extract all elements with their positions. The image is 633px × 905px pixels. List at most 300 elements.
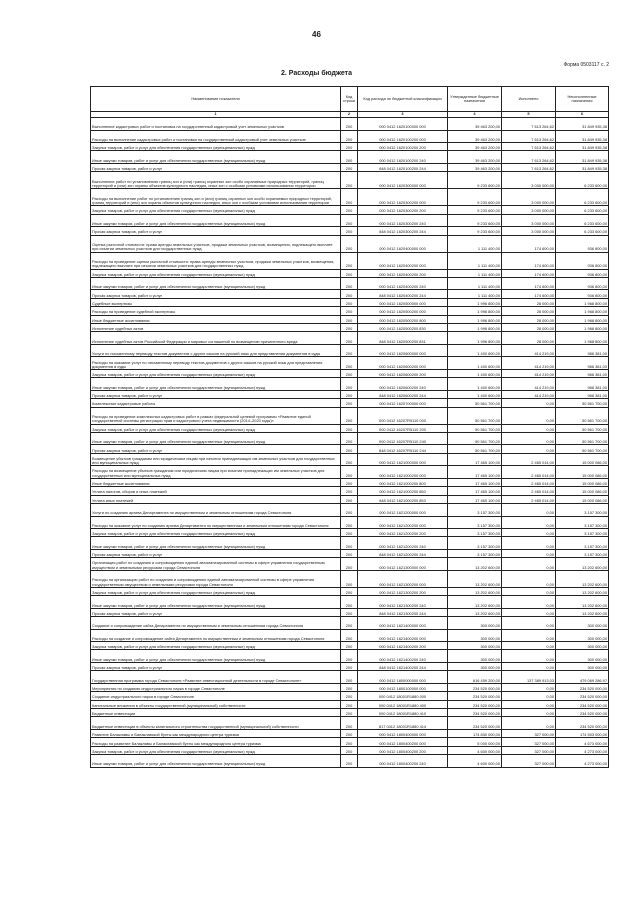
row-executed: 28 000,00 [502, 298, 556, 306]
row-executed: 28 000,00 [502, 324, 556, 332]
row-approved: 9 233 600,00 [448, 172, 502, 189]
row-budget-code: 000 0412 1620500200 000 [358, 307, 448, 315]
row-name: Уплата иных платежей [91, 495, 341, 503]
row-name: Расходы на проведение судебной экспертизы [91, 307, 341, 315]
row-budget-code: 848 0412 1621000200 853 [358, 495, 448, 503]
header-remaining: Неисполненные назначения [556, 87, 609, 112]
row-line-code: 200 [341, 227, 358, 235]
row-budget-code: 000 0412 1620600200 000 [358, 357, 448, 370]
row-budget-code: 848 0412 16207R5110 244 [358, 445, 448, 453]
row-budget-code: 000 0412 16207R5110 240 [358, 432, 448, 445]
row-name: Расходы на проведение комплексных кадастровых работ в рамках федеральной целевой программы «Развитие единой государственной системы регистрации прав и кадастрового учета недвижимости (2014–2020 годы)» [91, 407, 341, 424]
row-line-code: 200 [341, 549, 358, 557]
row-name: Закупка товаров, работ и услуг для обеспечения государственных (муниципальных) нужд [91, 642, 341, 650]
row-line-code: 200 [341, 399, 358, 407]
row-remaining: 31 849 935,38 [556, 143, 609, 151]
row-line-code: 200 [341, 269, 358, 277]
row-budget-code: 848 0412 1621400200 244 [358, 662, 448, 670]
row-executed: 0,00 [502, 629, 556, 642]
row-remaining: 936 800,00 [556, 290, 609, 298]
row-executed: 0,00 [502, 445, 556, 453]
row-executed: 2 465 014,00 [502, 478, 556, 486]
row-remaining: 986 381,00 [556, 390, 609, 398]
row-executed: 0,00 [502, 516, 556, 529]
row-remaining: 3 157 300,00 [556, 504, 609, 517]
row-budget-code: 000 0412 1621300200 200 [358, 587, 448, 595]
row-approved: 234 520 000,00 [448, 692, 502, 700]
row-name: Закупка товаров, работ и услуг для обеспечения государственных (муниципальных) нужд [91, 206, 341, 214]
row-approved: 50 561 700,00 [448, 407, 502, 424]
row-name: Закупка товаров, работ и услуг для обеспечения государственных (муниципальных) нужд [91, 424, 341, 432]
table-row [91, 570, 609, 587]
table-row [91, 315, 609, 323]
table-row [91, 151, 609, 164]
row-name: Услуги по письменному переводу текстов документов с других языков на русский язык для представления документов в суды [91, 344, 341, 357]
row-name: Иные закупки товаров, работ и услуг для обеспечения государственных (муниципальных) нужд [91, 277, 341, 290]
row-approved: 13 202 600,00 [448, 558, 502, 571]
row-executed: 0,00 [502, 709, 556, 717]
table-row [91, 629, 609, 642]
row-executed: 28 000,00 [502, 315, 556, 323]
row-name: Закупка товаров, работ и услуг для обеспечения государственных (муниципальных) нужд [91, 587, 341, 595]
form-code: Форма 0503117 с. 2 [563, 62, 609, 68]
table-header-row [91, 87, 609, 112]
row-line-code: 200 [341, 629, 358, 642]
row-budget-code: 000 0412 1621400000 000 [358, 617, 448, 630]
header-approved: Утвержденные бюджетные назначения [448, 87, 502, 112]
table-row [91, 709, 609, 717]
row-remaining: 1 968 800,00 [556, 315, 609, 323]
row-executed: 2 465 014,00 [502, 453, 556, 466]
row-name: Иные закупки товаров, работ и услуг для обеспечения государственных (муниципальных) нужд [91, 151, 341, 164]
row-budget-code: 000 0412 1621400200 240 [358, 650, 448, 663]
row-approved: 1 400 600,00 [448, 344, 502, 357]
row-executed: 174 600,00 [502, 269, 556, 277]
header-name: Наименование показателя [91, 87, 341, 112]
table-row [91, 163, 609, 171]
table-row [91, 357, 609, 370]
row-remaining: 15 000 086,00 [556, 453, 609, 466]
row-remaining: 50 561 700,00 [556, 424, 609, 432]
row-line-code: 200 [341, 206, 358, 214]
row-executed: 414 219,00 [502, 369, 556, 377]
row-name: Исполнение судебных актов [91, 324, 341, 332]
row-line-code: 200 [341, 466, 358, 479]
table-row [91, 235, 609, 252]
table-row [91, 650, 609, 663]
row-approved: 1 996 800,00 [448, 307, 502, 315]
row-name: Иные закупки товаров, работ и услуг для обеспечения государственных (муниципальных) нужд [91, 432, 341, 445]
row-budget-code: 000 0412 1621200000 000 [358, 504, 448, 517]
row-remaining: 31 849 935,38 [556, 130, 609, 143]
row-line-code: 200 [341, 516, 358, 529]
row-executed: 0,00 [502, 662, 556, 670]
table-row [91, 324, 609, 332]
row-approved: 3 157 300,00 [448, 529, 502, 537]
table-row [91, 700, 609, 708]
row-budget-code: 000 0412 1620500200 830 [358, 324, 448, 332]
row-budget-code: 000 0412 1620400200 000 [358, 252, 448, 269]
row-line-code: 200 [341, 738, 358, 746]
row-remaining: 15 000 086,00 [556, 466, 609, 479]
row-name: Расходы на оказание услуг по письменному переводу текстов документов с других языков на русский язык для представления документов в суды [91, 357, 341, 370]
row-name: Иные закупки товаров, работ и услуг для обеспечения государственных (муниципальных) нужд [91, 596, 341, 609]
row-remaining: 6 233 600,00 [556, 227, 609, 235]
row-line-code: 200 [341, 324, 358, 332]
row-name: Иные закупки товаров, работ и услуг для обеспечения государственных (муниципальных) нужд [91, 378, 341, 391]
row-line-code: 200 [341, 390, 358, 398]
row-line-code: 200 [341, 357, 358, 370]
table-row [91, 487, 609, 495]
row-name: Бюджетные инвестиции в объекты капитального строительства государственной (муниципальной) собственности [91, 717, 341, 730]
row-remaining: 50 561 700,00 [556, 407, 609, 424]
row-executed: 2 465 014,00 [502, 487, 556, 495]
table-body [91, 118, 609, 768]
row-executed: 7 613 264,62 [502, 163, 556, 171]
row-name: Возмещение убытков гражданам или юридическим лицам при изъятии принадлежащих им земельных участков для государственных или муниципальных нужд [91, 453, 341, 466]
row-budget-code: 000 0412 1621300200 240 [358, 596, 448, 609]
row-approved: 17 465 100,00 [448, 453, 502, 466]
column-number: 5 [502, 112, 556, 118]
row-remaining: 1 968 800,00 [556, 298, 609, 306]
table-row [91, 478, 609, 486]
row-remaining: 234 520 000,00 [556, 692, 609, 700]
row-remaining: 15 000 086,00 [556, 487, 609, 495]
row-remaining: 174 503 000,00 [556, 729, 609, 737]
row-budget-code: 000 0412 18001R1880 410 [358, 709, 448, 717]
row-name: Расходы на проведение оценки рыночной стоимости: права аренды земельных участков, продажи земельных участков, возмещения, подлежащего выплате при изъятии земельных участков для государственных нужд [91, 252, 341, 269]
row-approved: 13 202 600,00 [448, 596, 502, 609]
row-name: Судебные экспертизы [91, 298, 341, 306]
row-budget-code: 000 0412 1621200200 200 [358, 529, 448, 537]
row-approved: 9 233 600,00 [448, 227, 502, 235]
row-executed: 174 600,00 [502, 290, 556, 298]
row-executed: 174 600,00 [502, 252, 556, 269]
table-row [91, 206, 609, 214]
row-line-code: 200 [341, 746, 358, 754]
row-budget-code: 000 0412 1620500000 000 [358, 298, 448, 306]
row-approved: 17 465 100,00 [448, 466, 502, 479]
row-name: Создание индустриального парка в городе Севастополе [91, 692, 341, 700]
row-line-code: 200 [341, 151, 358, 164]
row-budget-code: 817 0412 18001R1880 414 [358, 717, 448, 730]
row-executed: 0,00 [502, 558, 556, 571]
row-line-code: 200 [341, 487, 358, 495]
page-number: 46 [312, 30, 321, 39]
row-remaining: 986 381,00 [556, 378, 609, 391]
row-name: Иные бюджетные ассигнования [91, 315, 341, 323]
row-name: Расходы на оказание услуг по созданию архива Департамента по имущественным и земельным отношениям города Севастополя [91, 516, 341, 529]
row-line-code: 200 [341, 290, 358, 298]
row-executed: 0,00 [502, 596, 556, 609]
table-row [91, 407, 609, 424]
row-line-code: 200 [341, 307, 358, 315]
row-executed: 2 465 014,00 [502, 466, 556, 479]
row-approved: 1 400 600,00 [448, 390, 502, 398]
row-budget-code: 000 0412 1621300200 000 [358, 570, 448, 587]
row-budget-code: 848 0412 1620600200 244 [358, 390, 448, 398]
row-approved: 234 520 000,00 [448, 683, 502, 691]
row-line-code: 200 [341, 729, 358, 737]
row-budget-code: 000 0412 1800400200 000 [358, 738, 448, 746]
row-line-code: 200 [341, 378, 358, 391]
row-name: Прочая закупка товаров, работ и услуг [91, 662, 341, 670]
row-budget-code: 000 0412 16207R5110 200 [358, 424, 448, 432]
row-approved: 1 996 800,00 [448, 332, 502, 345]
row-remaining: 986 381,00 [556, 357, 609, 370]
row-executed: 327 000,00 [502, 746, 556, 754]
row-budget-code: 848 0412 1621200200 244 [358, 549, 448, 557]
table-row [91, 662, 609, 670]
row-remaining: 31 849 935,38 [556, 151, 609, 164]
row-name: Оценка рыночной стоимости: права аренды земельных участков, продажи земельных участков, возмещения, подлежащего выплате при изъятии земельных участков для государственных нужд [91, 235, 341, 252]
row-executed: 0,00 [502, 407, 556, 424]
row-line-code: 200 [341, 558, 358, 571]
row-remaining: 3 157 300,00 [556, 529, 609, 537]
row-budget-code: 000 0412 1620100000 000 [358, 118, 448, 131]
row-remaining: 13 202 600,00 [556, 558, 609, 571]
row-remaining: 13 202 600,00 [556, 570, 609, 587]
row-approved: 17 465 100,00 [448, 487, 502, 495]
column-number: 4 [448, 112, 502, 118]
row-line-code: 200 [341, 118, 358, 131]
row-remaining: 13 202 600,00 [556, 608, 609, 616]
row-remaining: 4 273 000,00 [556, 746, 609, 754]
table-row [91, 558, 609, 571]
row-executed: 0,00 [502, 504, 556, 517]
row-remaining: 986 381,00 [556, 369, 609, 377]
row-remaining: 6 233 600,00 [556, 189, 609, 206]
row-name: Бюджетные инвестиции [91, 709, 341, 717]
table-row [91, 332, 609, 345]
row-line-code: 200 [341, 596, 358, 609]
row-remaining: 3 157 300,00 [556, 516, 609, 529]
row-budget-code: 000 0412 1621000000 000 [358, 453, 448, 466]
row-approved: 234 520 000,00 [448, 700, 502, 708]
row-line-code: 200 [341, 315, 358, 323]
row-remaining: 936 800,00 [556, 235, 609, 252]
row-name: Уплата налогов, сборов и иных платежей [91, 487, 341, 495]
row-line-code: 200 [341, 650, 358, 663]
row-executed: 0,00 [502, 537, 556, 550]
row-budget-code: 000 0412 1800400200 240 [358, 755, 448, 768]
row-name: Прочая закупка товаров, работ и услуг [91, 549, 341, 557]
row-line-code: 200 [341, 407, 358, 424]
table-row [91, 755, 609, 768]
row-name: Расходы на организацию работ по созданию и сопровождению единой автоматизированной системы в сфере управления государственным имуществом и земельными ресурсами города Севастополя [91, 570, 341, 587]
column-number: 3 [358, 112, 448, 118]
row-remaining: 50 561 700,00 [556, 432, 609, 445]
table-row [91, 738, 609, 746]
table-row [91, 529, 609, 537]
row-budget-code: 848 0412 1620100200 244 [358, 163, 448, 171]
row-budget-code: 848 0412 1620300200 244 [358, 227, 448, 235]
row-remaining: 13 202 600,00 [556, 596, 609, 609]
row-line-code: 200 [341, 424, 358, 432]
row-name: Комплексные кадастровые работы [91, 399, 341, 407]
row-line-code: 200 [341, 671, 358, 684]
row-remaining: 234 520 000,00 [556, 709, 609, 717]
row-approved: 234 520 000,00 [448, 717, 502, 730]
table-row [91, 445, 609, 453]
header-budget-code: Код расхода по бюджетной классификации [358, 87, 448, 112]
row-approved: 4 600 000,00 [448, 755, 502, 768]
row-approved: 1 400 600,00 [448, 357, 502, 370]
row-line-code: 200 [341, 189, 358, 206]
table-row [91, 432, 609, 445]
row-line-code: 200 [341, 642, 358, 650]
row-approved: 50 561 700,00 [448, 424, 502, 432]
column-number: 6 [556, 112, 609, 118]
row-remaining: 13 202 600,00 [556, 587, 609, 595]
row-name: Иные закупки товаров, работ и услуг для обеспечения государственных (муниципальных) нужд [91, 214, 341, 227]
row-executed: 0,00 [502, 529, 556, 537]
row-budget-code: 000 0412 18001R1880 400 [358, 700, 448, 708]
row-executed: 7 613 264,62 [502, 143, 556, 151]
row-executed: 414 219,00 [502, 390, 556, 398]
row-remaining: 6 233 600,00 [556, 214, 609, 227]
page-title: 2. Расходы бюджета [281, 70, 352, 77]
row-budget-code: 000 0412 1620100200 240 [358, 151, 448, 164]
row-approved: 4 600 000,00 [448, 746, 502, 754]
row-budget-code: 000 0412 1620300200 240 [358, 214, 448, 227]
table-row [91, 537, 609, 550]
row-name: Расходы на развитие Балаклавы и Балаклавской бухты как международного центра туризма [91, 738, 341, 746]
table-row [91, 671, 609, 684]
row-name: Иные бюджетные ассигнования [91, 478, 341, 486]
row-budget-code: 848 0412 1620500200 831 [358, 332, 448, 345]
row-executed: 174 600,00 [502, 277, 556, 290]
row-budget-code: 000 0412 1621000200 800 [358, 478, 448, 486]
row-executed: 2 465 014,00 [502, 495, 556, 503]
row-approved: 616 459 200,00 [448, 671, 502, 684]
row-approved: 3 157 300,00 [448, 549, 502, 557]
row-name: Прочая закупка товаров, работ и услуг [91, 608, 341, 616]
row-executed: 0,00 [502, 650, 556, 663]
table-row [91, 378, 609, 391]
row-name: Развитие Балаклавы и Балаклавской бухты как международного центра туризма [91, 729, 341, 737]
table-row [91, 399, 609, 407]
row-approved: 300 000,00 [448, 642, 502, 650]
table-row [91, 369, 609, 377]
table-row [91, 252, 609, 269]
row-name: Прочая закупка товаров, работ и услуг [91, 163, 341, 171]
row-executed: 0,00 [502, 683, 556, 691]
row-approved: 13 202 600,00 [448, 570, 502, 587]
row-line-code: 200 [341, 504, 358, 517]
table-row [91, 189, 609, 206]
row-executed: 0,00 [502, 549, 556, 557]
row-approved: 9 233 600,00 [448, 206, 502, 214]
table-row [91, 214, 609, 227]
row-line-code: 200 [341, 700, 358, 708]
row-approved: 3 157 300,00 [448, 516, 502, 529]
row-remaining: 4 673 000,00 [556, 738, 609, 746]
column-number: 1 [91, 112, 341, 118]
table-row [91, 344, 609, 357]
row-approved: 300 000,00 [448, 650, 502, 663]
table-row [91, 130, 609, 143]
row-line-code: 200 [341, 537, 358, 550]
row-remaining: 234 520 000,00 [556, 700, 609, 708]
row-approved: 1 111 400,00 [448, 235, 502, 252]
row-name: Закупка товаров, работ и услуг для обеспечения государственных (муниципальных) нужд [91, 369, 341, 377]
row-executed: 0,00 [502, 432, 556, 445]
row-approved: 1 400 600,00 [448, 369, 502, 377]
row-executed: 28 000,00 [502, 307, 556, 315]
row-name: Расходы на возмещение убытков гражданам или юридическим лицам при изъятии принадлежащих им земельных участков для государственных или муниципальных нужд [91, 466, 341, 479]
row-budget-code: 000 0412 1620400000 000 [358, 235, 448, 252]
row-executed: 0,00 [502, 700, 556, 708]
row-budget-code: 000 0412 1620700000 000 [358, 399, 448, 407]
table-row [91, 729, 609, 737]
row-executed: 0,00 [502, 642, 556, 650]
table-row [91, 617, 609, 630]
row-budget-code: 000 0412 1620400200 240 [358, 277, 448, 290]
table-row [91, 495, 609, 503]
row-line-code: 200 [341, 432, 358, 445]
row-remaining: 234 520 000,00 [556, 683, 609, 691]
row-line-code: 200 [341, 214, 358, 227]
row-name: Создание и сопровождение сайта Департамента по имущественным и земельным отношениям города Севастополя [91, 617, 341, 630]
row-line-code: 200 [341, 608, 358, 616]
row-approved: 1 996 800,00 [448, 315, 502, 323]
table-row [91, 466, 609, 479]
row-name: Прочая закупка товаров, работ и услуг [91, 227, 341, 235]
row-line-code: 200 [341, 235, 358, 252]
row-budget-code: 000 0412 1621400200 200 [358, 642, 448, 650]
row-approved: 300 000,00 [448, 629, 502, 642]
row-budget-code: 000 0412 1621200200 240 [358, 537, 448, 550]
row-line-code: 200 [341, 692, 358, 700]
row-remaining: 986 381,00 [556, 344, 609, 357]
row-approved: 174 830 000,00 [448, 729, 502, 737]
table-row [91, 290, 609, 298]
row-budget-code: 000 0412 1620300200 000 [358, 189, 448, 206]
table-row [91, 587, 609, 595]
row-line-code: 200 [341, 252, 358, 269]
row-remaining: 50 561 700,00 [556, 399, 609, 407]
row-remaining: 936 800,00 [556, 277, 609, 290]
row-approved: 9 233 600,00 [448, 189, 502, 206]
row-name: Прочая закупка товаров, работ и услуг [91, 290, 341, 298]
row-approved: 39 463 200,00 [448, 163, 502, 171]
row-executed: 3 000 000,00 [502, 172, 556, 189]
row-remaining: 300 000,00 [556, 629, 609, 642]
row-remaining: 300 000,00 [556, 662, 609, 670]
table-row [91, 424, 609, 432]
row-remaining: 4 273 000,00 [556, 755, 609, 768]
row-remaining: 1 968 800,00 [556, 324, 609, 332]
row-line-code: 200 [341, 369, 358, 377]
row-budget-code: 000 0412 1621000200 850 [358, 487, 448, 495]
row-name: Прочая закупка товаров, работ и услуг [91, 445, 341, 453]
table-row [91, 608, 609, 616]
row-line-code: 200 [341, 172, 358, 189]
table-row [91, 227, 609, 235]
row-name: Организация работ по созданию и сопровождению единой автоматизированной системы в сфере управления государственным имуществом и земельными ресурсами города Севастополя [91, 558, 341, 571]
row-line-code: 200 [341, 445, 358, 453]
row-executed: 414 219,00 [502, 344, 556, 357]
row-executed: 137 389 913,03 [502, 671, 556, 684]
row-budget-code: 000 0412 1621300000 000 [358, 558, 448, 571]
row-remaining: 50 561 700,00 [556, 445, 609, 453]
row-remaining: 15 000 086,00 [556, 495, 609, 503]
row-line-code: 200 [341, 683, 358, 691]
row-name: Иные закупки товаров, работ и услуг для обеспечения государственных (муниципальных) нужд [91, 537, 341, 550]
row-remaining: 3 157 300,00 [556, 537, 609, 550]
row-name: Закупка товаров, работ и услуг для обеспечения государственных (муниципальных) нужд [91, 529, 341, 537]
